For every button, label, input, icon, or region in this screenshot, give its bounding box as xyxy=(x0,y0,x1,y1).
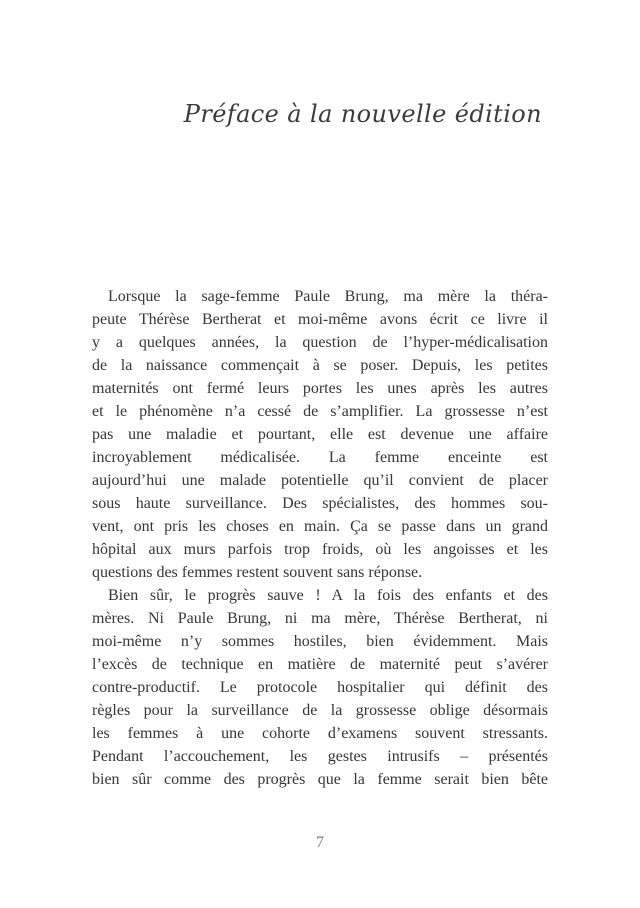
text-line: hôpital aux murs parfois trop froids, où les angoisses et les xyxy=(92,541,548,558)
text-line: règles pour la surveillance de la grossesse oblige désormais xyxy=(92,702,548,719)
chapter-title: Préface à la nouvelle édition xyxy=(183,100,542,128)
text-line: incroyablement médicalisée. La femme enceinte est xyxy=(92,449,548,466)
text-line: de la naissance commençait à se poser. Depuis, les petites xyxy=(92,357,548,374)
text-line: peute Thérèse Bertherat et moi-même avons écrit ce livre il xyxy=(92,311,548,328)
text-line: questions des femmes restent souvent sans réponse. xyxy=(92,564,423,581)
text-line: et le phénomène n’a cessé de s’amplifier. La grossesse n’est xyxy=(92,403,548,420)
body-text xyxy=(92,285,548,791)
text-line: vent, ont pris les choses en main. Ça se passe dans un grand xyxy=(92,518,548,535)
text-line: maternités ont fermé leurs portes les unes après les autres xyxy=(92,380,548,397)
text-line: Lorsque la sage-femme Paule Brung, ma mère la théra- xyxy=(108,288,548,305)
page-number: 7 xyxy=(316,834,324,851)
text-line: moi-même n’y sommes hostiles, bien évidemment. Mais xyxy=(92,633,548,650)
text-line: mères. Ni Paule Brung, ni ma mère, Thérèse Bertherat, ni xyxy=(92,610,548,627)
text-line: sous haute surveillance. Des spécialistes, des hommes sou- xyxy=(92,495,548,512)
text-line: Pendant l’accouchement, les gestes intrusifs – présentés xyxy=(92,748,548,765)
text-line: aujourd’hui une malade potentielle qu’il convient de placer xyxy=(92,472,548,489)
text-line: Bien sûr, le progrès sauve ! A la fois des enfants et des xyxy=(108,587,548,604)
text-line: contre-productif. Le protocole hospitalier qui définit des xyxy=(92,679,548,696)
text-line: y a quelques années, la question de l’hyper-médicalisation xyxy=(92,334,548,351)
text-line: bien sûr comme des progrès que la femme serait bien bête xyxy=(92,771,548,788)
text-line: l’excès de technique en matière de maternité peut s’avérer xyxy=(92,656,548,673)
text-line: pas une maladie et pourtant, elle est devenue une affaire xyxy=(92,426,548,443)
text-line: les femmes à une cohorte d’examens souvent stressants. xyxy=(92,725,548,742)
